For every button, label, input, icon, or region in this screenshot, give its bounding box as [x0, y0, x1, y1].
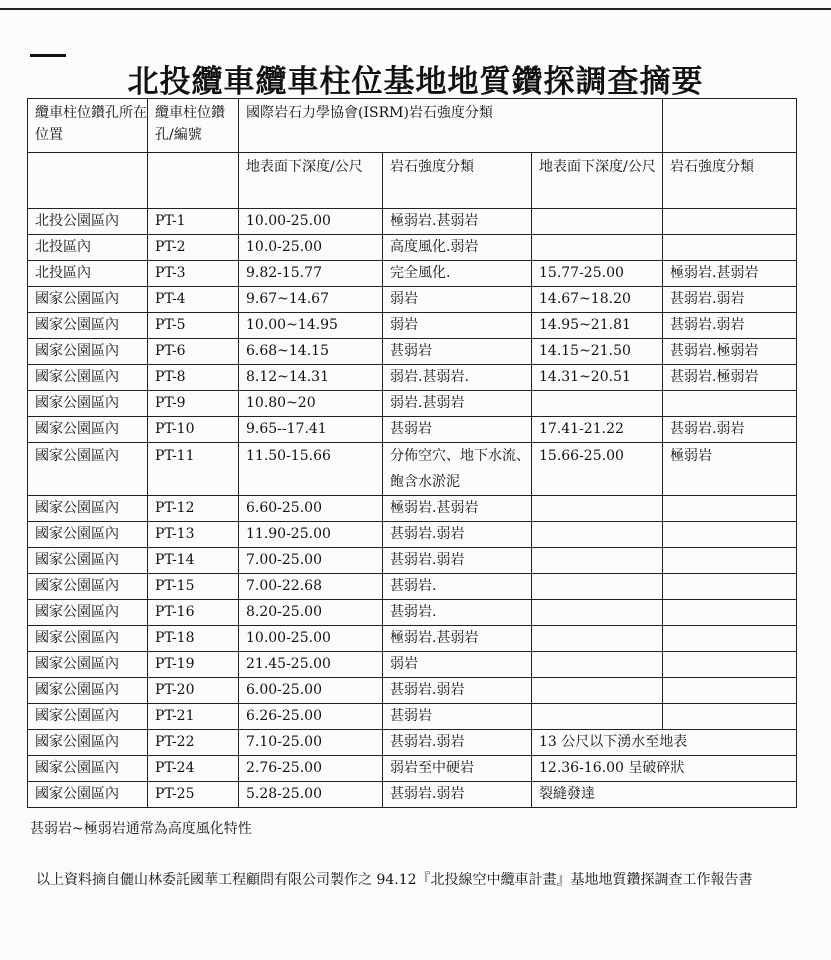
cell-strength-2 — [663, 391, 797, 417]
cell-strength-2 — [663, 678, 797, 704]
cell-strength-1: 分佈空穴、地下水流、飽含水淤泥 — [383, 443, 532, 496]
cell-strength-1: 極弱岩.甚弱岩 — [383, 626, 532, 652]
cell-note: 裂縫發達 — [532, 782, 797, 808]
cell-strength-2: 甚弱岩.極弱岩 — [663, 339, 797, 365]
table-row — [28, 756, 797, 782]
cell-depth-2 — [532, 600, 663, 626]
cell-location: 國家公園區內 — [28, 678, 148, 704]
cell-bore-id: PT-8 — [148, 365, 239, 391]
cell-strength-1: 極弱岩.甚弱岩 — [383, 496, 532, 522]
table-row — [28, 652, 797, 678]
table-row — [28, 678, 797, 704]
cell-depth-1: 8.12~14.31 — [239, 365, 383, 391]
cell-depth-2 — [532, 235, 663, 261]
footnote: 甚弱岩~極弱岩通常為高度風化特性 — [30, 821, 252, 837]
cell-strength-1: 甚弱岩. — [383, 600, 532, 626]
cell-strength-1: 高度風化.弱岩 — [383, 235, 532, 261]
cell-depth-1: 7.00-22.68 — [239, 574, 383, 600]
table-row — [28, 730, 797, 756]
cell-strength-1: 甚弱岩 — [383, 417, 532, 443]
cell-location: 國家公園區內 — [28, 391, 148, 417]
cell-depth-1: 6.26-25.00 — [239, 704, 383, 730]
cell-bore-id: PT-3 — [148, 261, 239, 287]
cell-location: 國家公園區內 — [28, 730, 148, 756]
cell-depth-1: 9.65--17.41 — [239, 417, 383, 443]
cell-depth-1: 10.00-25.00 — [239, 626, 383, 652]
cell-location: 北投區內 — [28, 261, 148, 287]
cell-location: 國家公園區內 — [28, 782, 148, 808]
cell-location: 國家公園區內 — [28, 417, 148, 443]
cell-strength-1: 極弱岩.甚弱岩 — [383, 209, 532, 235]
table-row — [28, 209, 797, 235]
table-row — [28, 365, 797, 391]
table-row — [28, 548, 797, 574]
cell-location: 國家公園區內 — [28, 287, 148, 313]
cell-bore-id: PT-1 — [148, 209, 239, 235]
cell-depth-1: 11.50-15.66 — [239, 443, 383, 496]
table-row — [28, 496, 797, 522]
cell-strength-2 — [663, 600, 797, 626]
cell-depth-2: 17.41-21.22 — [532, 417, 663, 443]
cell-depth-2: 15.66-25.00 — [532, 443, 663, 496]
table-row — [28, 235, 797, 261]
cell-depth-1: 10.0-25.00 — [239, 235, 383, 261]
cell-depth-1: 6.60-25.00 — [239, 496, 383, 522]
cell-strength-2 — [663, 574, 797, 600]
cell-location: 國家公園區內 — [28, 574, 148, 600]
cell-depth-2: 14.67~18.20 — [532, 287, 663, 313]
table-row — [28, 574, 797, 600]
cell-bore-id: PT-9 — [148, 391, 239, 417]
cell-location: 國家公園區內 — [28, 626, 148, 652]
table-row — [28, 417, 797, 443]
table-row — [28, 261, 797, 287]
cell-bore-id: PT-12 — [148, 496, 239, 522]
cell-depth-1: 11.90-25.00 — [239, 522, 383, 548]
cell-location: 國家公園區內 — [28, 652, 148, 678]
cell-location: 國家公園區內 — [28, 704, 148, 730]
cell-location: 國家公園區內 — [28, 443, 148, 496]
source-note: 以上資料摘自儷山林委託國華工程顧問有限公司製作之 94.12『北投線空中纜車計畫』基地地質鑽探調查工作報告書 — [36, 872, 753, 888]
cell-bore-id: PT-24 — [148, 756, 239, 782]
cell-strength-1: 甚弱岩.弱岩 — [383, 522, 532, 548]
cell-strength-2 — [663, 626, 797, 652]
cell-bore-id: PT-19 — [148, 652, 239, 678]
cell-depth-1: 8.20-25.00 — [239, 600, 383, 626]
cell-strength-2 — [663, 209, 797, 235]
cell-depth-2 — [532, 678, 663, 704]
cell-bore-id: PT-14 — [148, 548, 239, 574]
cell-depth-1: 7.10-25.00 — [239, 730, 383, 756]
table-row — [28, 339, 797, 365]
cell-location: 北投區內 — [28, 235, 148, 261]
cell-bore-id: PT-4 — [148, 287, 239, 313]
cell-strength-1: 弱岩至中硬岩 — [383, 756, 532, 782]
cell-strength-2 — [663, 652, 797, 678]
cell-depth-2 — [532, 548, 663, 574]
cell-strength-1: 弱岩.甚弱岩. — [383, 365, 532, 391]
cell-location: 國家公園區內 — [28, 496, 148, 522]
cell-strength-1: 甚弱岩 — [383, 339, 532, 365]
table-row — [28, 600, 797, 626]
cell-strength-2: 極弱岩.甚弱岩 — [663, 261, 797, 287]
cell-depth-2: 14.15~21.50 — [532, 339, 663, 365]
header-row-1 — [28, 99, 797, 153]
header-strength-1: 岩石強度分類 — [383, 153, 532, 209]
cell-strength-1: 弱岩 — [383, 652, 532, 678]
cell-bore-id: PT-20 — [148, 678, 239, 704]
cell-depth-1: 7.00-25.00 — [239, 548, 383, 574]
cell-strength-1: 弱岩 — [383, 287, 532, 313]
cell-strength-2: 極弱岩 — [663, 443, 797, 496]
cell-strength-1: 甚弱岩. — [383, 574, 532, 600]
table-row — [28, 443, 797, 496]
cell-bore-id: PT-25 — [148, 782, 239, 808]
header-row-2 — [28, 153, 797, 209]
header-bore-id: 纜車柱位鑽孔/編號 — [148, 99, 239, 153]
cell-strength-1: 甚弱岩.弱岩 — [383, 730, 532, 756]
cell-depth-2: 15.77-25.00 — [532, 261, 663, 287]
cell-depth-2 — [532, 626, 663, 652]
cell-bore-id: PT-5 — [148, 313, 239, 339]
cell-depth-1: 5.28-25.00 — [239, 782, 383, 808]
cell-strength-1: 弱岩 — [383, 313, 532, 339]
cell-bore-id: PT-6 — [148, 339, 239, 365]
cell-depth-2: 14.31~20.51 — [532, 365, 663, 391]
table-row — [28, 313, 797, 339]
cell-bore-id: PT-21 — [148, 704, 239, 730]
header-depth-1: 地表面下深度/公尺 — [239, 153, 383, 209]
cell-depth-1: 6.00-25.00 — [239, 678, 383, 704]
document-title: 北投纜車纜車柱位基地地質鑽探調查摘要 — [127, 64, 704, 100]
cell-strength-1: 甚弱岩 — [383, 704, 532, 730]
cell-depth-2 — [532, 652, 663, 678]
geology-table — [27, 98, 797, 808]
header-strength-2: 岩石強度分類 — [663, 153, 797, 209]
table-row — [28, 626, 797, 652]
cell-depth-2 — [532, 574, 663, 600]
cell-strength-2 — [663, 548, 797, 574]
header-empty-cell — [28, 153, 148, 209]
cell-depth-1: 6.68~14.15 — [239, 339, 383, 365]
table-row — [28, 782, 797, 808]
cell-depth-2 — [532, 704, 663, 730]
cell-depth-2 — [532, 209, 663, 235]
cell-depth-2 — [532, 496, 663, 522]
cell-depth-1: 21.45-25.00 — [239, 652, 383, 678]
cell-location: 國家公園區內 — [28, 548, 148, 574]
cell-depth-1: 9.67~14.67 — [239, 287, 383, 313]
cell-strength-2: 甚弱岩.極弱岩 — [663, 365, 797, 391]
cell-location: 國家公園區內 — [28, 522, 148, 548]
cell-strength-2: 甚弱岩.弱岩 — [663, 417, 797, 443]
cell-strength-1: 完全風化. — [383, 261, 532, 287]
cell-depth-2 — [532, 391, 663, 417]
cell-strength-2 — [663, 522, 797, 548]
cell-depth-1: 9.82-15.77 — [239, 261, 383, 287]
cell-bore-id: PT-16 — [148, 600, 239, 626]
cell-note: 13 公尺以下湧水至地表 — [532, 730, 797, 756]
cell-depth-2 — [532, 522, 663, 548]
table-row — [28, 391, 797, 417]
cell-location: 國家公園區內 — [28, 365, 148, 391]
cell-bore-id: PT-13 — [148, 522, 239, 548]
cell-strength-1: 甚弱岩.弱岩 — [383, 678, 532, 704]
cell-location: 國家公園區內 — [28, 600, 148, 626]
header-depth-2: 地表面下深度/公尺 — [532, 153, 663, 209]
cell-strength-2 — [663, 496, 797, 522]
cell-bore-id: PT-10 — [148, 417, 239, 443]
cell-bore-id: PT-18 — [148, 626, 239, 652]
cell-bore-id: PT-11 — [148, 443, 239, 496]
cell-location: 國家公園區內 — [28, 756, 148, 782]
header-empty-cell — [663, 99, 797, 153]
cell-strength-1: 甚弱岩.弱岩 — [383, 782, 532, 808]
cell-note: 12.36-16.00 呈破碎狀 — [532, 756, 797, 782]
cell-bore-id: PT-22 — [148, 730, 239, 756]
table-row — [28, 522, 797, 548]
top-rule — [0, 8, 831, 10]
cell-location: 國家公園區內 — [28, 339, 148, 365]
cell-strength-2 — [663, 235, 797, 261]
cell-bore-id: PT-2 — [148, 235, 239, 261]
header-isrm-classification: 國際岩石力學協會(ISRM)岩石強度分類 — [239, 99, 663, 153]
cell-strength-2: 甚弱岩.弱岩 — [663, 313, 797, 339]
cell-strength-1: 弱岩.甚弱岩 — [383, 391, 532, 417]
cell-strength-1: 甚弱岩.弱岩 — [383, 548, 532, 574]
cell-location: 國家公園區內 — [28, 313, 148, 339]
cell-depth-2: 14.95~21.81 — [532, 313, 663, 339]
cell-location: 北投公園區內 — [28, 209, 148, 235]
cell-depth-1: 10.80~20 — [239, 391, 383, 417]
cell-depth-1: 2.76-25.00 — [239, 756, 383, 782]
cell-bore-id: PT-15 — [148, 574, 239, 600]
header-empty-cell — [148, 153, 239, 209]
cell-strength-2: 甚弱岩.弱岩 — [663, 287, 797, 313]
header-location: 纜車柱位鑽孔所在位置 — [28, 99, 148, 153]
cell-depth-1: 10.00~14.95 — [239, 313, 383, 339]
cell-depth-1: 10.00-25.00 — [239, 209, 383, 235]
table-row — [28, 704, 797, 730]
cell-strength-2 — [663, 704, 797, 730]
table-row — [28, 287, 797, 313]
